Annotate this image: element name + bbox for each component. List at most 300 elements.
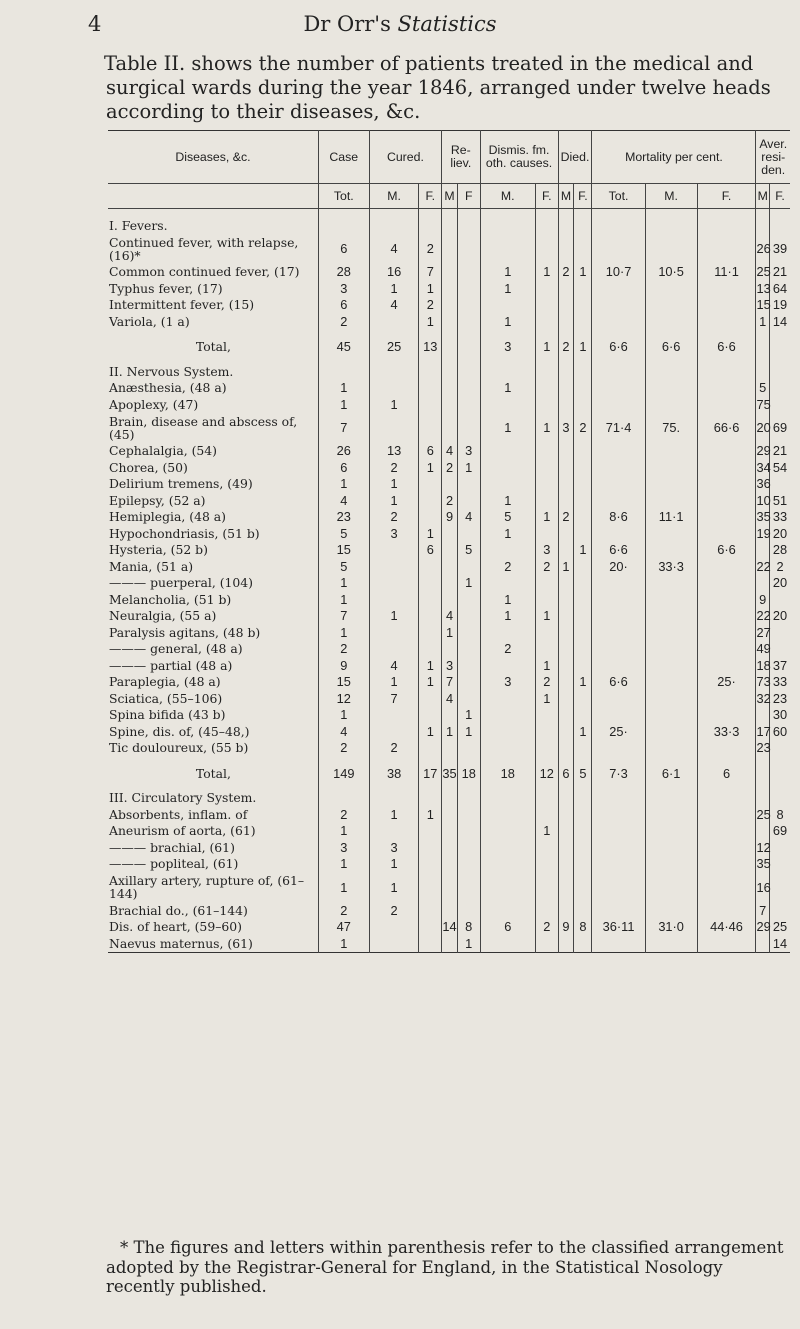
cell-value: [592, 641, 645, 658]
running-head-prefix: Dr Orr's: [303, 12, 391, 36]
cell-value: 8: [770, 806, 790, 823]
cell-value: [645, 723, 697, 740]
spacer-cell: [108, 330, 318, 339]
cell-empty: [480, 209, 535, 234]
table-row: [108, 509, 790, 526]
cell-value: 6: [480, 919, 535, 936]
cell-value: 1: [318, 935, 369, 952]
cell-value: 2: [318, 902, 369, 919]
cell-value: [480, 476, 535, 493]
cell-value: [419, 558, 442, 575]
cell-value: [592, 443, 645, 460]
disease-name: Hysteria, (52 b): [109, 542, 208, 558]
cell-value: [592, 380, 645, 397]
cell-value: [645, 839, 697, 856]
table-row: [108, 459, 790, 476]
cell-value: [645, 856, 697, 873]
cell-value: 23: [318, 509, 369, 526]
cell-value: 2: [558, 264, 574, 281]
spacer-cell: [457, 756, 480, 765]
disease-name: Typhus fever, (17): [109, 280, 223, 296]
cell-value: 4: [369, 234, 419, 264]
cell-value: [442, 280, 458, 297]
cell-value: [645, 935, 697, 952]
cell-value: [457, 380, 480, 397]
subheader-cell: M.: [480, 184, 535, 209]
cell-value: 7: [318, 608, 369, 625]
cell-value: [592, 459, 645, 476]
cell-value: 2: [318, 806, 369, 823]
cell-value: [457, 396, 480, 413]
cell-value: [558, 297, 574, 314]
cell-value: [697, 608, 756, 625]
cell-value: [419, 856, 442, 873]
cell-value: 7: [369, 690, 419, 707]
cell-value: 5: [480, 509, 535, 526]
cell-value: 1: [318, 872, 369, 902]
cell-value: [645, 674, 697, 691]
cell-value: [480, 707, 535, 724]
cell-value: 5: [756, 380, 770, 397]
cell-value: [535, 525, 558, 542]
cell-value: 6·1: [645, 765, 697, 782]
cell-value: 2: [318, 740, 369, 757]
cell-value: [697, 575, 756, 592]
cell-value: 1: [574, 542, 592, 559]
cell-value: [442, 264, 458, 281]
cell-value: 28: [318, 264, 369, 281]
cell-value: 149: [318, 765, 369, 782]
cell-value: [442, 413, 458, 443]
cell-value: 35: [756, 856, 771, 872]
cell-value: [442, 839, 458, 856]
spacer-cell: [419, 330, 442, 339]
cell-value: 12: [318, 690, 369, 707]
disease-name: Hypochondriasis, (51 b): [109, 525, 260, 541]
table-row: [108, 823, 790, 840]
cell-value: [592, 856, 645, 873]
cell-empty: [369, 782, 419, 807]
cell-empty: [442, 209, 458, 234]
cell-value: 6·6: [645, 339, 697, 356]
cell-value: [480, 839, 535, 856]
cell-empty: [419, 355, 442, 380]
cell-value: [697, 313, 756, 330]
cell-value: 33·3: [645, 558, 697, 575]
cell-value: 19: [756, 525, 771, 541]
cell-value: [645, 806, 697, 823]
subheader-cell: M.: [645, 184, 697, 209]
cell-value: 1: [574, 674, 592, 691]
cell-value: 1: [574, 723, 592, 740]
cell-value: [369, 413, 419, 443]
cell-empty: [592, 355, 645, 380]
spacer-cell: [770, 756, 790, 765]
cell-value: [697, 690, 756, 707]
cell-value: [558, 575, 574, 592]
subheader-cell: Tot.: [592, 184, 645, 209]
cell-value: [457, 492, 480, 509]
cell-value: [369, 313, 419, 330]
cell-value: [574, 935, 592, 952]
cell-value: [457, 641, 480, 658]
cell-value: [419, 413, 442, 443]
cell-value: [457, 280, 480, 297]
cell-value: [535, 806, 558, 823]
disease-name: ——— brachial, (61): [109, 839, 235, 855]
cell-empty: [442, 782, 458, 807]
cell-value: 7: [756, 902, 770, 919]
cell-value: 9: [318, 657, 369, 674]
cell-value: 47: [318, 919, 369, 936]
disease-name: Anæsthesia, (48 a): [109, 380, 227, 396]
table-row: [108, 380, 790, 397]
cell-value: 1: [318, 624, 369, 641]
disease-name: Mania, (51 a): [109, 558, 194, 574]
disease-name: Continued fever, with relapse, (16)*: [109, 234, 299, 263]
table-row: [108, 264, 790, 281]
cell-value: 3: [457, 443, 480, 460]
cell-value: 18: [480, 765, 535, 782]
cell-value: [457, 624, 480, 641]
cell-value: [535, 902, 558, 919]
subheader-cell: Tot.: [318, 184, 369, 209]
cell-value: [697, 657, 756, 674]
disease-name: Intermittent fever, (15): [109, 297, 255, 313]
cell-value: [697, 525, 756, 542]
cell-empty: [574, 209, 592, 234]
cell-value: 1: [574, 264, 592, 281]
table-row: [108, 674, 790, 691]
cell-value: 7: [442, 674, 458, 691]
cell-value: 10·7: [592, 264, 645, 281]
cell-value: 1: [457, 723, 480, 740]
cell-value: [535, 707, 558, 724]
cell-value: 12: [756, 839, 771, 855]
cell-value: 60: [770, 723, 790, 740]
spacer-cell: [369, 756, 419, 765]
table-row: [108, 657, 790, 674]
cell-value: [592, 313, 645, 330]
cell-value: 8·6: [592, 509, 645, 526]
cell-value: [592, 476, 645, 493]
cell-value: 3: [558, 413, 574, 443]
cell-value: 1: [318, 476, 369, 493]
cell-value: [457, 339, 480, 356]
disease-name: Delirium tremens, (49): [109, 476, 253, 492]
cell-value: 36·11: [592, 919, 645, 936]
cell-value: 6: [318, 234, 369, 264]
subheader-cell: F.: [574, 184, 592, 209]
cell-value: 4: [369, 657, 419, 674]
cell-value: 1: [535, 690, 558, 707]
disease-name: Chorea, (50): [109, 459, 188, 475]
cell-value: 6: [318, 459, 369, 476]
disease-name: ——— puerperal, (104): [109, 575, 254, 591]
cell-value: [592, 690, 645, 707]
cell-value: [535, 935, 558, 952]
cell-empty: [697, 782, 756, 807]
cell-value: [480, 396, 535, 413]
cell-empty: [645, 209, 697, 234]
cell-value: 1: [419, 657, 442, 674]
cell-value: 9: [558, 919, 574, 936]
cell-value: [558, 280, 574, 297]
cell-value: [574, 492, 592, 509]
cell-value: [457, 608, 480, 625]
cell-value: 1: [558, 558, 574, 575]
cell-value: 3: [535, 542, 558, 559]
cell-value: [697, 740, 756, 757]
cell-value: [535, 234, 558, 264]
cell-value: [645, 443, 697, 460]
cell-value: [558, 380, 574, 397]
cell-value: 1: [419, 723, 442, 740]
cell-value: 29: [756, 919, 771, 935]
cell-value: [645, 313, 697, 330]
cell-value: [558, 313, 574, 330]
cell-value: [770, 902, 790, 919]
cell-value: 14: [442, 919, 457, 935]
cell-value: [480, 872, 535, 902]
cell-value: [574, 476, 592, 493]
cell-empty: [457, 209, 480, 234]
cell-value: 1: [457, 707, 480, 724]
cell-value: [419, 380, 442, 397]
cell-value: [697, 806, 756, 823]
cell-value: [592, 396, 645, 413]
section-title: II. Nervous System.: [109, 363, 234, 379]
cell-value: [592, 839, 645, 856]
cell-empty: [592, 209, 645, 234]
cell-value: [369, 542, 419, 559]
cell-value: 2: [442, 492, 458, 509]
disease-name: Sciatica, (55–106): [109, 690, 223, 706]
cell-value: 64: [770, 280, 790, 297]
cell-value: [592, 657, 645, 674]
cell-value: [369, 591, 419, 608]
cell-value: 4: [442, 608, 458, 625]
cell-empty: [318, 782, 369, 807]
cell-value: [697, 856, 756, 873]
spacer-cell: [770, 330, 790, 339]
cell-value: [574, 591, 592, 608]
table-row: [108, 575, 790, 592]
cell-value: 5: [318, 525, 369, 542]
cell-value: [645, 476, 697, 493]
cell-value: [756, 823, 770, 840]
table-body: [108, 209, 790, 953]
spacer-cell: [480, 330, 535, 339]
cell-value: [697, 624, 756, 641]
cell-value: [457, 823, 480, 840]
cell-value: [574, 806, 592, 823]
cell-value: [770, 396, 790, 413]
spacer-cell: [480, 756, 535, 765]
cell-value: [457, 264, 480, 281]
cell-value: [480, 575, 535, 592]
header-cured: Cured.: [369, 131, 441, 184]
cell-value: [645, 542, 697, 559]
cell-value: 2: [369, 902, 419, 919]
cell-value: [442, 935, 458, 952]
cell-value: [645, 380, 697, 397]
header-relieved: Re- liev.: [442, 131, 480, 184]
cell-value: [756, 765, 770, 782]
header-case: Case: [318, 131, 369, 184]
cell-value: 2: [558, 509, 574, 526]
cell-value: [697, 872, 756, 902]
cell-value: 7: [419, 264, 442, 281]
cell-value: 26: [318, 443, 369, 460]
header-average: Aver. resi- den.: [756, 131, 790, 184]
cell-value: [592, 872, 645, 902]
cell-value: [419, 396, 442, 413]
cell-value: [558, 443, 574, 460]
cell-value: [457, 872, 480, 902]
cell-value: 2: [480, 558, 535, 575]
cell-value: [457, 657, 480, 674]
cell-value: [756, 339, 770, 356]
disease-name: Dis. of heart, (59–60): [109, 919, 242, 935]
cell-value: 66·6: [697, 413, 756, 443]
cell-value: 6: [419, 542, 442, 559]
cell-value: 35: [756, 509, 771, 525]
cell-value: [558, 641, 574, 658]
cell-value: 1: [535, 339, 558, 356]
cell-value: 11·1: [697, 264, 756, 281]
cell-value: [457, 591, 480, 608]
cell-value: 2: [369, 509, 419, 526]
cell-value: [480, 740, 535, 757]
cell-empty: [442, 355, 458, 380]
cell-value: 13: [756, 280, 771, 296]
cell-empty: [756, 209, 770, 234]
disease-name: Brain, disease and abscess of, (45): [109, 413, 298, 442]
cell-value: [558, 234, 574, 264]
cell-value: 29: [756, 443, 771, 459]
cell-value: [574, 297, 592, 314]
running-head: [0, 12, 800, 36]
cell-value: [419, 608, 442, 625]
cell-value: [770, 740, 790, 757]
cell-value: 69: [770, 413, 790, 443]
cell-value: [480, 234, 535, 264]
subheader-cell: F.: [419, 184, 442, 209]
cell-value: 36: [756, 476, 771, 492]
cell-value: [592, 740, 645, 757]
cell-value: [697, 641, 756, 658]
cell-value: 7·3: [592, 765, 645, 782]
cell-value: [535, 380, 558, 397]
running-head-italic: Statistics: [397, 12, 497, 36]
cell-value: [756, 935, 770, 952]
cell-value: [457, 740, 480, 757]
disease-name: Variola, (1 a): [109, 313, 190, 329]
cell-value: 1: [535, 608, 558, 625]
cell-empty: [318, 209, 369, 234]
cell-value: 6·6: [592, 542, 645, 559]
cell-value: 1: [480, 313, 535, 330]
spacer-cell: [318, 330, 369, 339]
cell-value: 6·6: [592, 674, 645, 691]
cell-value: [457, 476, 480, 493]
cell-value: 23: [756, 740, 771, 756]
cell-value: 1: [535, 823, 558, 840]
table-row: [108, 234, 790, 264]
cell-value: [558, 542, 574, 559]
spacer-cell: [558, 756, 574, 765]
cell-value: [535, 839, 558, 856]
cell-value: [442, 902, 458, 919]
cell-value: [645, 608, 697, 625]
cell-value: [756, 542, 770, 559]
cell-value: 2: [369, 740, 419, 757]
cell-value: 5: [457, 542, 480, 559]
subheader-cell: M: [756, 184, 770, 209]
cell-value: 75: [756, 396, 771, 412]
cell-value: [535, 575, 558, 592]
cell-value: [558, 902, 574, 919]
cell-value: [697, 902, 756, 919]
spacer-cell: [645, 330, 697, 339]
cell-value: 18: [756, 657, 771, 673]
cell-value: [645, 492, 697, 509]
cell-empty: [457, 782, 480, 807]
cell-value: [697, 280, 756, 297]
cell-empty: [457, 355, 480, 380]
cell-value: [592, 624, 645, 641]
disease-name: Cephalalgia, (54): [109, 443, 218, 459]
cell-value: [592, 575, 645, 592]
cell-value: [442, 856, 458, 873]
disease-name: ——— general, (48 a): [109, 641, 243, 657]
cell-value: 71·4: [592, 413, 645, 443]
cell-value: 1: [535, 264, 558, 281]
cell-value: 1: [442, 624, 458, 641]
cell-value: [558, 872, 574, 902]
table-row: [108, 492, 790, 509]
subheader-cell: F.: [770, 184, 790, 209]
cell-value: 10·5: [645, 264, 697, 281]
cell-value: [697, 476, 756, 493]
cell-value: [419, 872, 442, 902]
cell-value: [535, 856, 558, 873]
cell-value: [592, 280, 645, 297]
header-mortality: Mortality per cent.: [592, 131, 756, 184]
cell-value: 1: [480, 413, 535, 443]
cell-value: 13: [419, 339, 442, 356]
disease-name: Neuralgia, (55 a): [109, 608, 217, 624]
cell-value: 1: [369, 492, 419, 509]
cell-value: 2: [574, 413, 592, 443]
cell-value: 75.: [645, 413, 697, 443]
cell-value: [574, 443, 592, 460]
cell-value: [770, 591, 790, 608]
cell-value: 17: [756, 723, 771, 739]
table-row: [108, 542, 790, 559]
cell-value: 1: [369, 674, 419, 691]
cell-value: [480, 723, 535, 740]
spacer-cell: [697, 330, 756, 339]
cell-value: 49: [756, 641, 771, 657]
section-row: [108, 355, 790, 380]
cell-value: [558, 806, 574, 823]
cell-value: [592, 297, 645, 314]
cell-value: 69: [770, 823, 790, 840]
cell-value: [558, 823, 574, 840]
cell-value: [419, 935, 442, 952]
